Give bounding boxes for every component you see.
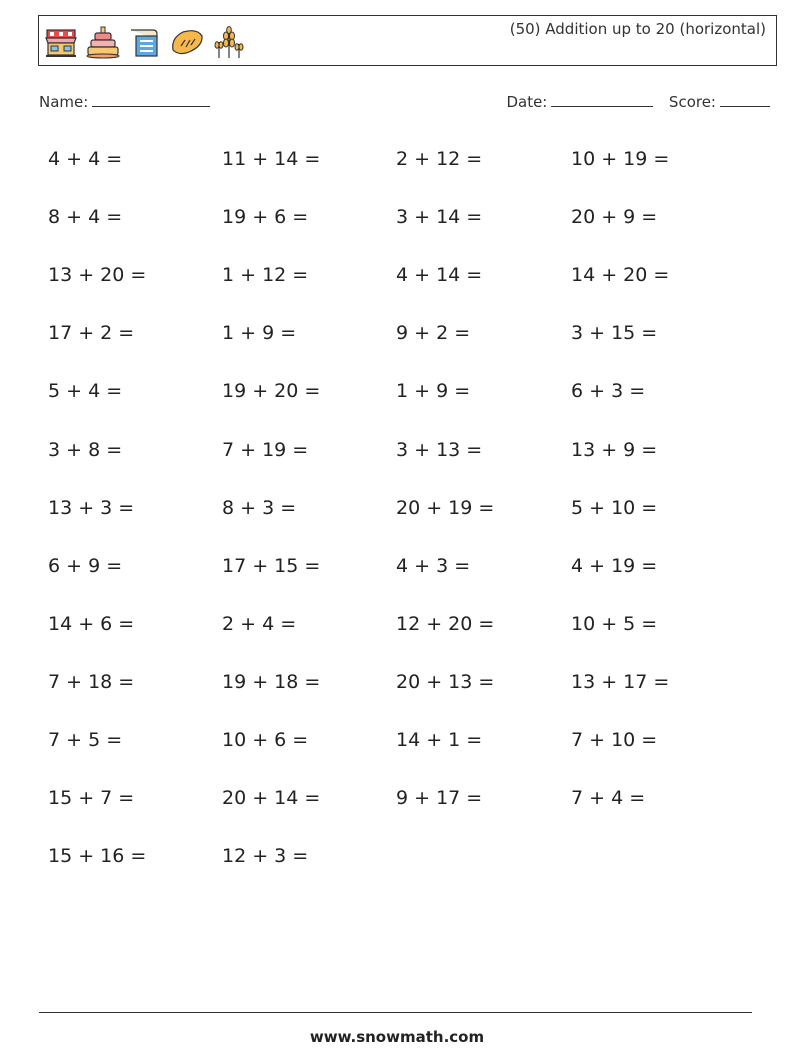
name-line [92, 105, 210, 107]
problem-item: 13 + 20 = [48, 264, 147, 286]
problem-item: 13 + 17 = [571, 671, 670, 693]
problem-item: 20 + 9 = [571, 206, 658, 228]
problem-item: 19 + 20 = [222, 380, 321, 402]
problem-item: 11 + 14 = [222, 148, 321, 170]
problem-item: 2 + 12 = [396, 148, 483, 170]
problem-item: 20 + 19 = [396, 497, 495, 519]
problem-item: 13 + 3 = [48, 497, 135, 519]
scroll-icon [127, 24, 163, 60]
problem-item: 10 + 19 = [571, 148, 670, 170]
problem-item: 7 + 10 = [571, 729, 658, 751]
worksheet-title: (50) Addition up to 20 (horizontal) [509, 20, 766, 38]
problem-item: 13 + 9 = [571, 439, 658, 461]
name-field[interactable] [39, 93, 210, 111]
bread-icon [169, 24, 205, 60]
wheat-icon [211, 24, 247, 60]
problem-item: 4 + 3 = [396, 555, 471, 577]
problem-item: 5 + 4 = [48, 380, 123, 402]
problem-item: 20 + 13 = [396, 671, 495, 693]
cake-icon [85, 24, 121, 60]
problem-item: 9 + 2 = [396, 322, 471, 344]
problem-item: 7 + 19 = [222, 439, 309, 461]
date-score-fields [506, 93, 770, 111]
problem-item: 20 + 14 = [222, 787, 321, 809]
problem-item: 3 + 8 = [48, 439, 123, 461]
problem-item: 14 + 20 = [571, 264, 670, 286]
date-label: Date: [506, 93, 548, 111]
problem-item: 7 + 18 = [48, 671, 135, 693]
problem-item: 15 + 16 = [48, 845, 147, 867]
problem-item: 5 + 10 = [571, 497, 658, 519]
date-line[interactable] [551, 105, 653, 107]
problem-item: 8 + 3 = [222, 497, 297, 519]
problem-item: 12 + 20 = [396, 613, 495, 635]
problem-item: 8 + 4 = [48, 206, 123, 228]
problem-item: 15 + 7 = [48, 787, 135, 809]
problem-item: 1 + 9 = [396, 380, 471, 402]
problem-item: 2 + 4 = [222, 613, 297, 635]
shop-icon [43, 24, 79, 60]
problem-item: 9 + 17 = [396, 787, 483, 809]
score-line[interactable] [720, 105, 770, 107]
problem-item: 19 + 6 = [222, 206, 309, 228]
problem-item: 19 + 18 = [222, 671, 321, 693]
footer-divider [39, 1012, 752, 1013]
header-icons [43, 24, 247, 60]
problem-item: 1 + 9 = [222, 322, 297, 344]
problem-item: 17 + 15 = [222, 555, 321, 577]
problem-item: 3 + 15 = [571, 322, 658, 344]
problem-item: 12 + 3 = [222, 845, 309, 867]
problem-item: 3 + 14 = [396, 206, 483, 228]
problem-item: 4 + 14 = [396, 264, 483, 286]
footer-url: www.snowmath.com [309, 1028, 485, 1046]
problem-item: 10 + 6 = [222, 729, 309, 751]
problem-item: 6 + 9 = [48, 555, 123, 577]
score-label: Score: [668, 93, 716, 111]
problem-item: 1 + 12 = [222, 264, 309, 286]
problem-item: 3 + 13 = [396, 439, 483, 461]
problem-item: 10 + 5 = [571, 613, 658, 635]
problem-item: 7 + 5 = [48, 729, 123, 751]
worksheet-header [38, 15, 777, 66]
name-label: Name: [39, 93, 89, 111]
problem-item: 6 + 3 = [571, 380, 646, 402]
problem-item: 7 + 4 = [571, 787, 646, 809]
problem-item: 4 + 4 = [48, 148, 123, 170]
problem-item: 14 + 6 = [48, 613, 135, 635]
problem-item: 4 + 19 = [571, 555, 658, 577]
problem-item: 14 + 1 = [396, 729, 483, 751]
problem-item: 17 + 2 = [48, 322, 135, 344]
